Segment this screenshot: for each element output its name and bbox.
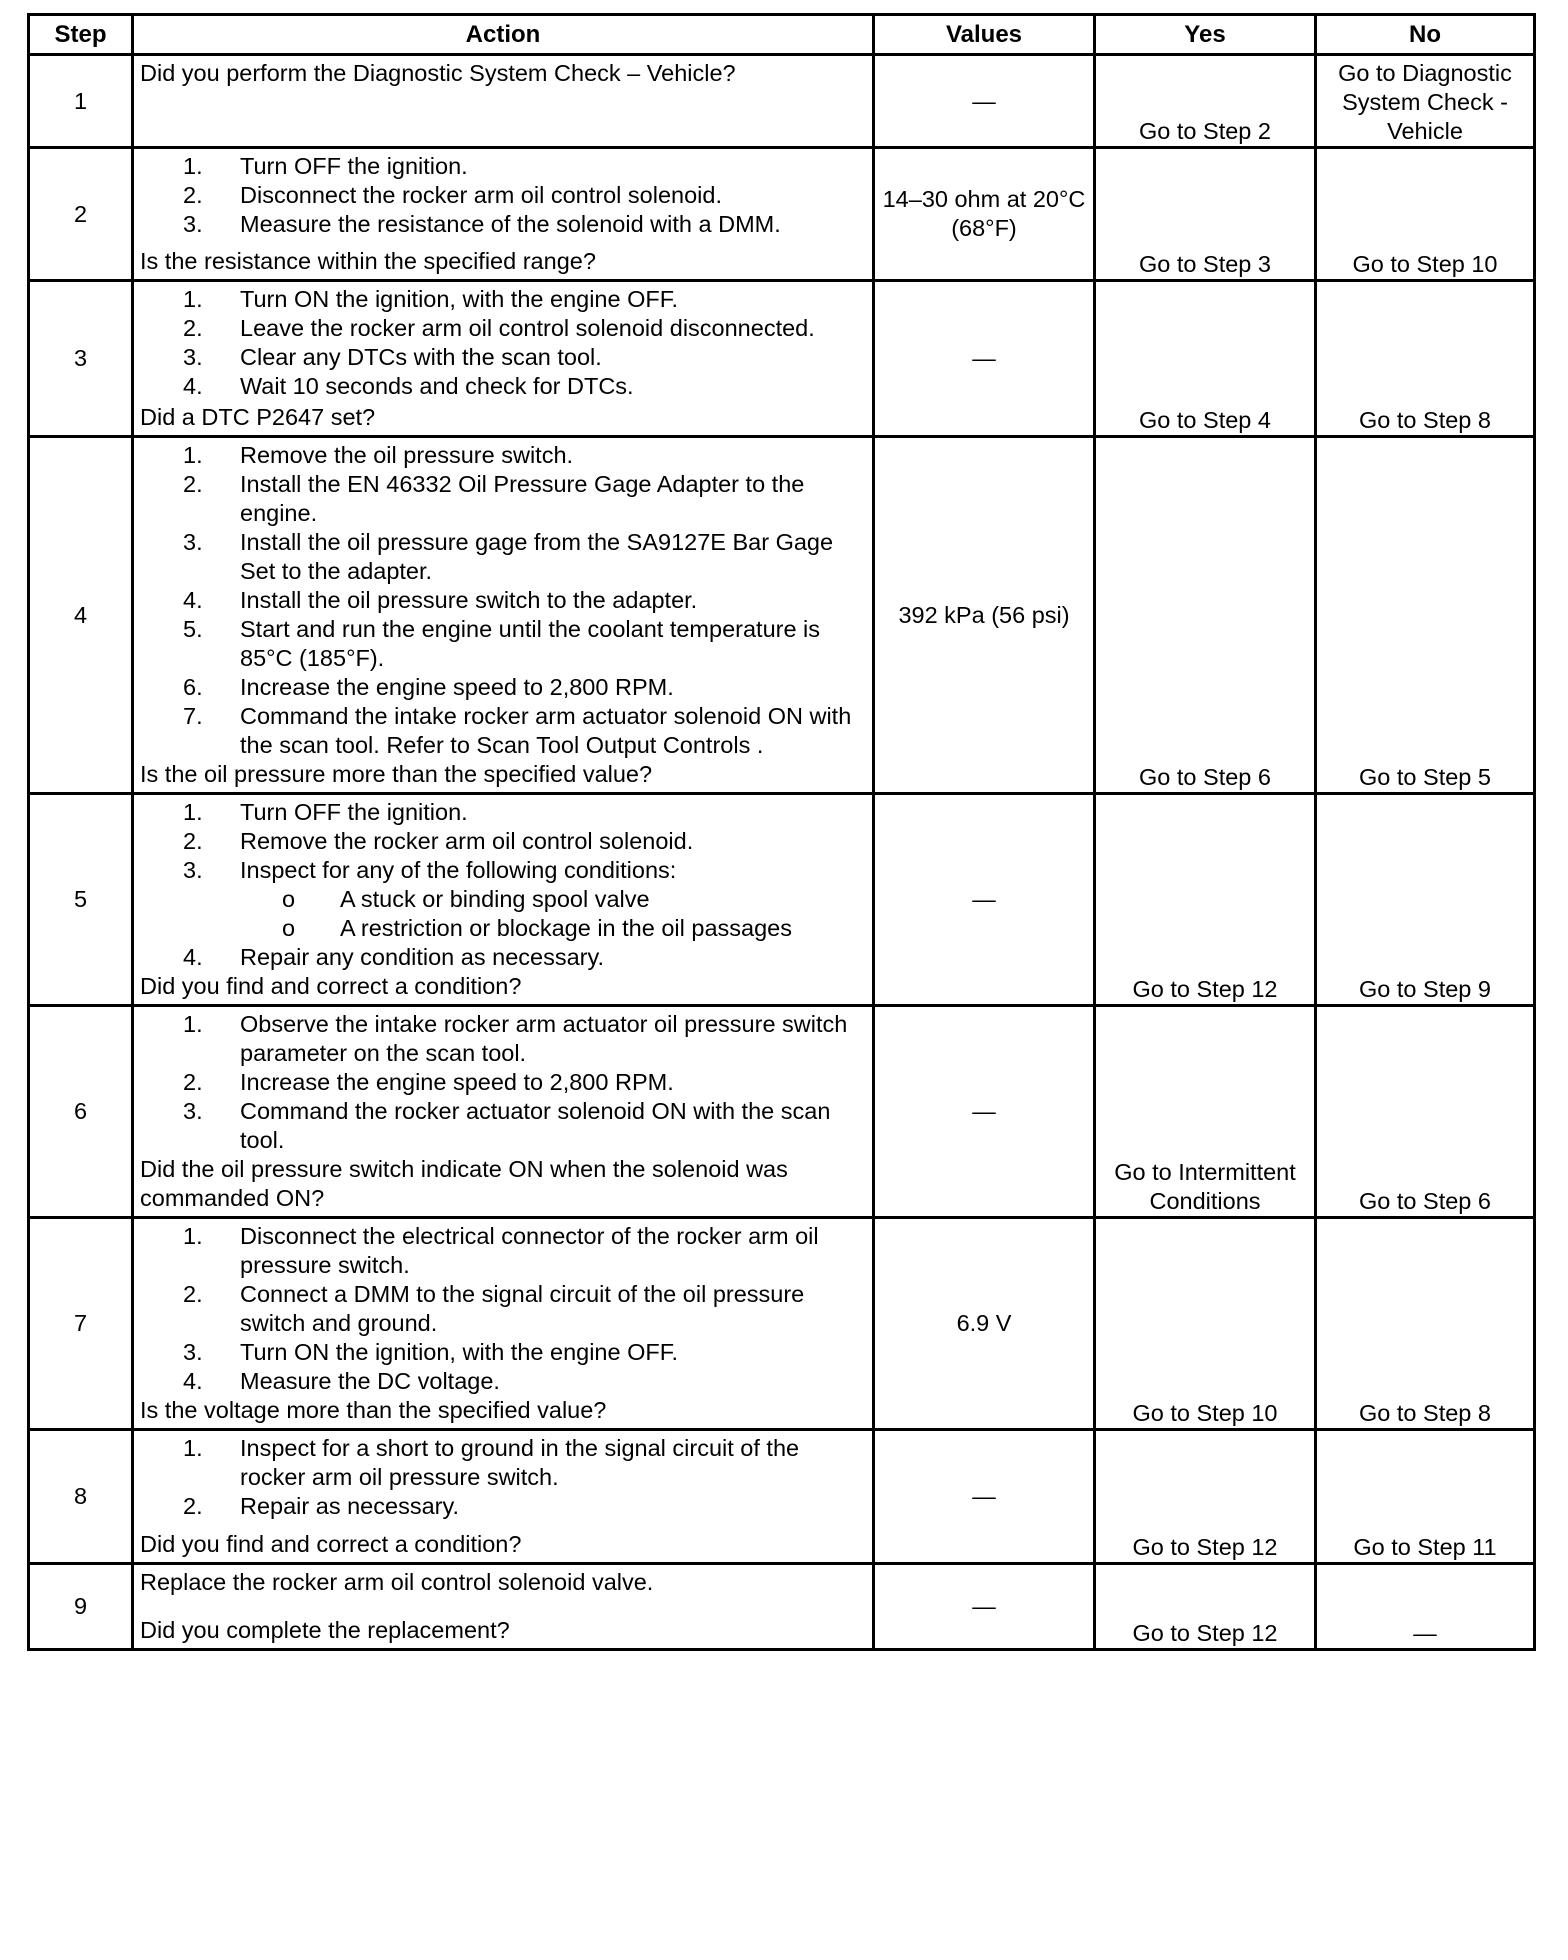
header-yes: Yes	[1095, 15, 1316, 55]
list-item: 5. Start and run the engine until the coolant temperature is 85°C (185°F).	[183, 616, 821, 671]
yes-cell: Go to Step 10	[1095, 1218, 1316, 1430]
action-question: Is the voltage more than the specified value?	[140, 1397, 607, 1423]
values-cell: —	[874, 55, 1095, 148]
values-cell: —	[874, 1006, 1095, 1218]
table-row	[29, 148, 1535, 281]
step-number: 5	[29, 794, 133, 1006]
step-number: 3	[29, 281, 133, 437]
table-row	[29, 1430, 1535, 1564]
no-cell: Go to Diagnostic System Check - Vehicle	[1316, 55, 1535, 148]
list-item: 6. Increase the engine speed to 2,800 RPM.	[183, 674, 674, 700]
header-row	[29, 15, 1535, 55]
list-item: 1. Disconnect the electrical connector of the rocker arm oil pressure switch.	[183, 1223, 819, 1278]
action-cell	[133, 281, 874, 437]
header-no: No	[1316, 15, 1535, 55]
action-cell	[133, 437, 874, 794]
values-cell: —	[874, 1564, 1095, 1650]
action-question: Did a DTC P2647 set?	[140, 404, 376, 430]
action-steps	[140, 1434, 864, 1521]
list-item: 2. Disconnect the rocker arm oil control solenoid.	[183, 182, 722, 208]
list-item: 3. Turn ON the ignition, with the engine OFF.	[183, 1339, 679, 1365]
values-cell: —	[874, 794, 1095, 1006]
action-cell	[133, 1430, 874, 1564]
action-content	[134, 1007, 872, 1216]
step-number: 2	[29, 148, 133, 281]
no-cell: Go to Step 11	[1316, 1430, 1535, 1564]
yes-cell: Go to Step 6	[1095, 437, 1316, 794]
no-cell: Go to Step 9	[1316, 794, 1535, 1006]
action-cell	[133, 1006, 874, 1218]
step-number: 7	[29, 1218, 133, 1430]
action-question: Did you find and correct a condition?	[140, 1531, 522, 1557]
yes-cell: Go to Step 12	[1095, 794, 1316, 1006]
action-content	[134, 149, 872, 279]
table-row	[29, 1218, 1535, 1430]
no-cell: —	[1316, 1564, 1535, 1650]
action-cell	[133, 1218, 874, 1430]
header-values: Values	[874, 15, 1095, 55]
header-step: Step	[29, 15, 133, 55]
no-cell: Go to Step 6	[1316, 1006, 1535, 1218]
action-steps	[140, 285, 864, 401]
list-item: 2. Install the EN 46332 Oil Pressure Gage Adapter to the engine.	[183, 471, 805, 526]
action-intro: Did you perform the Diagnostic System Check – Vehicle?	[140, 60, 736, 86]
list-item: 1. Turn OFF the ignition.	[183, 153, 468, 179]
step-number: 4	[29, 437, 133, 794]
sub-list-item: o A restriction or blockage in the oil passages	[282, 915, 792, 941]
list-item: 4. Wait 10 seconds and check for DTCs.	[183, 373, 634, 399]
action-steps	[140, 441, 864, 760]
table-row	[29, 437, 1535, 794]
yes-cell: Go to Intermittent Conditions	[1095, 1006, 1316, 1218]
action-question: Is the resistance within the specified range?	[140, 248, 596, 274]
list-item: 4. Repair any condition as necessary.	[183, 944, 605, 970]
list-item: 2. Connect a DMM to the signal circuit of the oil pressure switch and ground.	[183, 1281, 805, 1336]
values-cell: —	[874, 1430, 1095, 1564]
no-cell: Go to Step 8	[1316, 281, 1535, 437]
action-question: Did the oil pressure switch indicate ON when the solenoid was commanded ON?	[140, 1156, 788, 1211]
action-content	[134, 1565, 872, 1648]
table-row	[29, 794, 1535, 1006]
table-row	[29, 281, 1535, 437]
yes-cell: Go to Step 3	[1095, 148, 1316, 281]
sub-list-item: o A stuck or binding spool valve	[282, 886, 650, 912]
yes-cell: Go to Step 12	[1095, 1430, 1316, 1564]
action-steps	[140, 1010, 864, 1155]
list-item: 1. Remove the oil pressure switch.	[183, 442, 574, 468]
action-steps	[140, 152, 864, 239]
list-item: 2. Repair as necessary.	[183, 1493, 459, 1519]
no-cell: Go to Step 10	[1316, 148, 1535, 281]
values-cell: 392 kPa (56 psi)	[874, 437, 1095, 794]
table-row	[29, 1006, 1535, 1218]
list-item: 3. Install the oil pressure gage from the SA9127E Bar Gage Set to the adapter.	[183, 529, 834, 584]
action-steps	[140, 1222, 864, 1396]
action-content	[134, 282, 872, 435]
list-item: 7. Command the intake rocker arm actuator solenoid ON with the scan tool. Refer to Scan Tool Output Controls .	[183, 703, 852, 758]
list-item: 4. Measure the DC voltage.	[183, 1368, 500, 1394]
action-cell	[133, 1564, 874, 1650]
action-question: Is the oil pressure more than the specified value?	[140, 761, 653, 787]
action-question: Did you complete the replacement?	[140, 1617, 510, 1643]
list-item: 1. Turn OFF the ignition.	[183, 799, 468, 825]
action-intro: Replace the rocker arm oil control solenoid valve.	[140, 1569, 654, 1595]
list-item: 3. Inspect for any of the following conditions:	[183, 857, 677, 883]
values-cell: 14–30 ohm at 20°C (68°F)	[874, 148, 1095, 281]
header-action: Action	[133, 15, 874, 55]
action-content	[134, 56, 872, 146]
step-number: 6	[29, 1006, 133, 1218]
list-item: 2. Increase the engine speed to 2,800 RPM.	[183, 1069, 674, 1095]
list-item: 1. Turn ON the ignition, with the engine OFF.	[183, 286, 679, 312]
values-cell: 6.9 V	[874, 1218, 1095, 1430]
table-row	[29, 1564, 1535, 1650]
list-item: 3. Clear any DTCs with the scan tool.	[183, 344, 602, 370]
action-cell	[133, 148, 874, 281]
action-content	[134, 438, 872, 792]
action-question: Did you find and correct a condition?	[140, 973, 522, 999]
list-item: 1. Observe the intake rocker arm actuator oil pressure switch parameter on the scan tool.	[183, 1011, 848, 1066]
action-content	[134, 1431, 872, 1562]
action-content	[134, 795, 872, 1004]
action-steps	[140, 798, 864, 972]
list-item: 1. Inspect for a short to ground in the signal circuit of the rocker arm oil pressure switch.	[183, 1435, 800, 1490]
action-cell	[133, 55, 874, 148]
action-content	[134, 1219, 872, 1428]
yes-cell: Go to Step 2	[1095, 55, 1316, 148]
list-item: 3. Command the rocker actuator solenoid ON with the scan tool.	[183, 1098, 831, 1153]
list-item: 2. Remove the rocker arm oil control solenoid.	[183, 828, 694, 854]
step-number: 9	[29, 1564, 133, 1650]
step-number: 1	[29, 55, 133, 148]
diagnostic-table	[27, 13, 1536, 1651]
list-item: 4. Install the oil pressure switch to the adapter.	[183, 587, 698, 613]
table-row	[29, 55, 1535, 148]
action-cell	[133, 794, 874, 1006]
yes-cell: Go to Step 4	[1095, 281, 1316, 437]
yes-cell: Go to Step 12	[1095, 1564, 1316, 1650]
values-cell: —	[874, 281, 1095, 437]
no-cell: Go to Step 8	[1316, 1218, 1535, 1430]
list-item: 2. Leave the rocker arm oil control solenoid disconnected.	[183, 315, 815, 341]
no-cell: Go to Step 5	[1316, 437, 1535, 794]
sub-list	[140, 885, 864, 943]
step-number: 8	[29, 1430, 133, 1564]
list-item: 3. Measure the resistance of the solenoid with a DMM.	[183, 211, 781, 237]
